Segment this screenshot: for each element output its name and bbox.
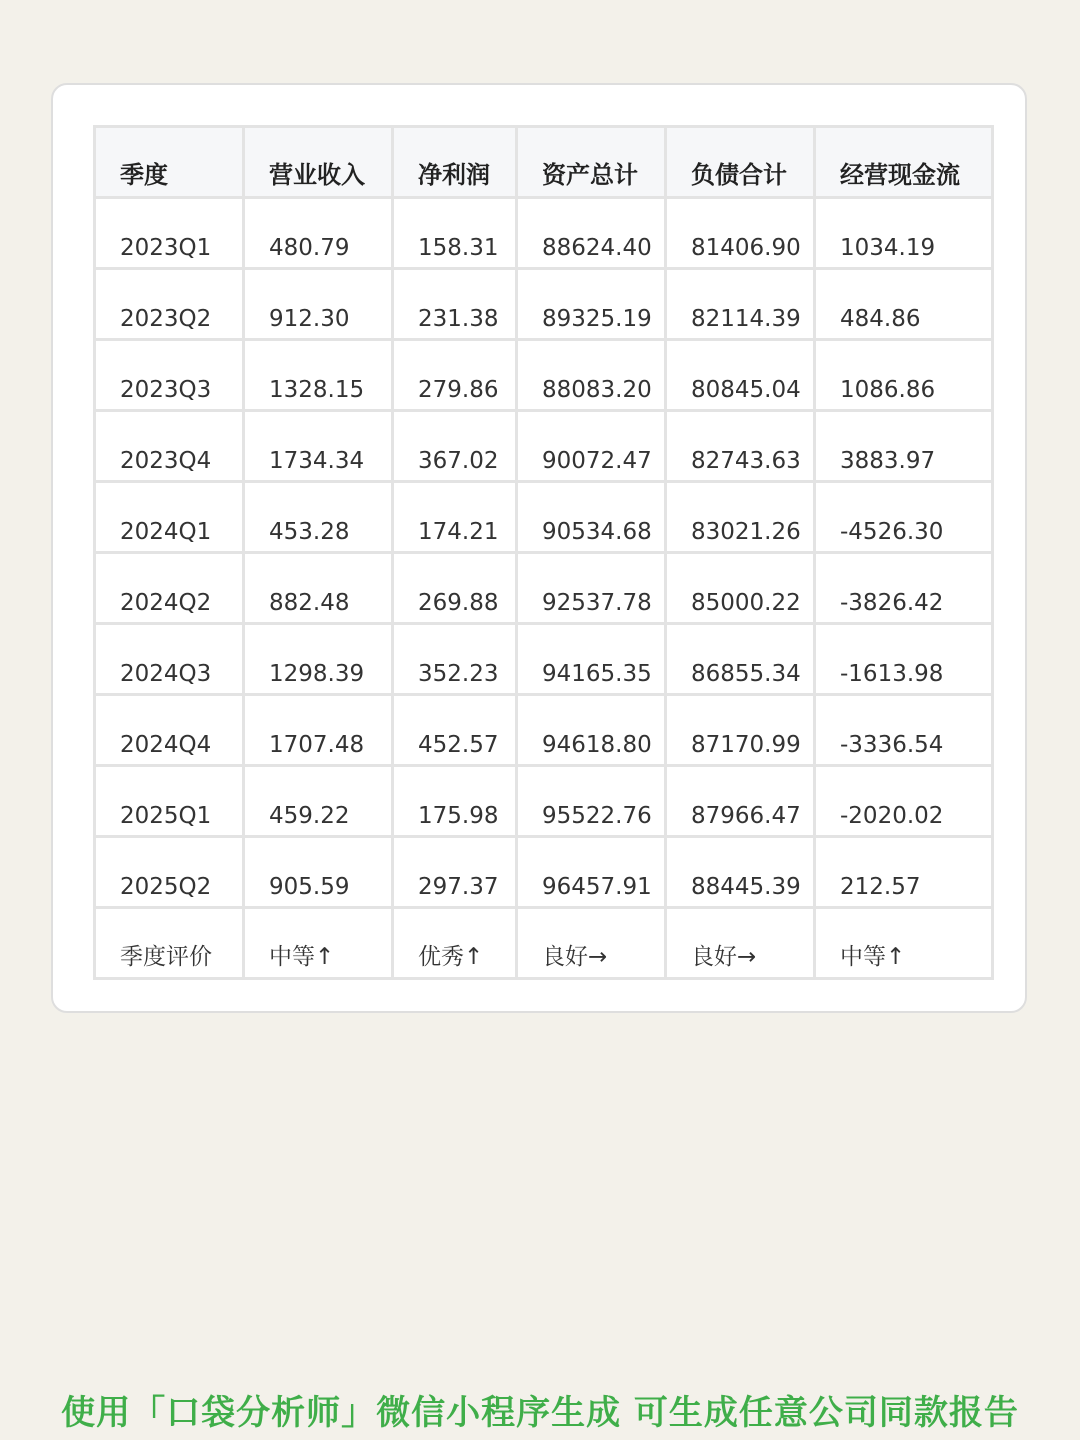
cell-net-profit: 279.86 <box>393 340 517 411</box>
cell-total-liabilities: 良好→ <box>666 908 815 979</box>
cell-revenue: 中等↑ <box>244 908 393 979</box>
cell-quarter: 2023Q3 <box>95 340 244 411</box>
cell-net-profit: 175.98 <box>393 766 517 837</box>
cell-operating-cashflow: -4526.30 <box>815 482 993 553</box>
header-operating-cashflow: 经营现金流 <box>815 127 993 198</box>
cell-quarter: 2025Q1 <box>95 766 244 837</box>
table-row <box>95 340 993 411</box>
cell-total-liabilities: 81406.90 <box>666 198 815 269</box>
cell-operating-cashflow: 212.57 <box>815 837 993 908</box>
header-total-liabilities: 负债合计 <box>666 127 815 198</box>
header-revenue: 营业收入 <box>244 127 393 198</box>
cell-total-liabilities: 85000.22 <box>666 553 815 624</box>
table-row <box>95 198 993 269</box>
cell-quarter: 2024Q2 <box>95 553 244 624</box>
table-body <box>95 198 993 979</box>
cell-revenue: 459.22 <box>244 766 393 837</box>
cell-total-liabilities: 88445.39 <box>666 837 815 908</box>
cell-net-profit: 352.23 <box>393 624 517 695</box>
header-quarter: 季度 <box>95 127 244 198</box>
cell-quarter: 2024Q3 <box>95 624 244 695</box>
cell-total-assets: 94165.35 <box>517 624 666 695</box>
cell-total-assets: 89325.19 <box>517 269 666 340</box>
report-card <box>51 83 1027 1013</box>
cell-operating-cashflow: -3826.42 <box>815 553 993 624</box>
cell-total-liabilities: 87170.99 <box>666 695 815 766</box>
cell-total-assets: 96457.91 <box>517 837 666 908</box>
cell-total-liabilities: 83021.26 <box>666 482 815 553</box>
cell-net-profit: 231.38 <box>393 269 517 340</box>
financial-table <box>93 125 994 980</box>
cell-revenue: 1298.39 <box>244 624 393 695</box>
cell-total-liabilities: 82114.39 <box>666 269 815 340</box>
cell-total-assets: 88624.40 <box>517 198 666 269</box>
cell-operating-cashflow: -3336.54 <box>815 695 993 766</box>
header-total-assets: 资产总计 <box>517 127 666 198</box>
table-row <box>95 766 993 837</box>
cell-total-assets: 90534.68 <box>517 482 666 553</box>
cell-quarter: 2023Q4 <box>95 411 244 482</box>
table-row <box>95 482 993 553</box>
cell-net-profit: 158.31 <box>393 198 517 269</box>
cell-total-liabilities: 87966.47 <box>666 766 815 837</box>
header-net-profit: 净利润 <box>393 127 517 198</box>
cell-total-liabilities: 80845.04 <box>666 340 815 411</box>
table-row-rating <box>95 908 993 979</box>
cell-operating-cashflow: 1034.19 <box>815 198 993 269</box>
cell-quarter: 季度评价 <box>95 908 244 979</box>
table-row <box>95 411 993 482</box>
cell-operating-cashflow: 中等↑ <box>815 908 993 979</box>
cell-total-assets: 90072.47 <box>517 411 666 482</box>
cell-operating-cashflow: 3883.97 <box>815 411 993 482</box>
cell-net-profit: 367.02 <box>393 411 517 482</box>
cell-total-assets: 92537.78 <box>517 553 666 624</box>
cell-quarter: 2023Q2 <box>95 269 244 340</box>
table-header-row <box>95 127 993 198</box>
table-row <box>95 695 993 766</box>
cell-total-liabilities: 82743.63 <box>666 411 815 482</box>
cell-operating-cashflow: 484.86 <box>815 269 993 340</box>
table-row <box>95 553 993 624</box>
cell-operating-cashflow: 1086.86 <box>815 340 993 411</box>
cell-net-profit: 452.57 <box>393 695 517 766</box>
cell-net-profit: 269.88 <box>393 553 517 624</box>
cell-total-assets: 95522.76 <box>517 766 666 837</box>
cell-net-profit: 174.21 <box>393 482 517 553</box>
table-row <box>95 269 993 340</box>
cell-revenue: 1328.15 <box>244 340 393 411</box>
cell-operating-cashflow: -2020.02 <box>815 766 993 837</box>
cell-revenue: 1707.48 <box>244 695 393 766</box>
cell-revenue: 882.48 <box>244 553 393 624</box>
cell-revenue: 453.28 <box>244 482 393 553</box>
footer-promo-text: 使用「口袋分析师」微信小程序生成 可生成任意公司同款报告 <box>61 1393 1019 1433</box>
cell-operating-cashflow: -1613.98 <box>815 624 993 695</box>
cell-net-profit: 优秀↑ <box>393 908 517 979</box>
cell-revenue: 905.59 <box>244 837 393 908</box>
cell-revenue: 480.79 <box>244 198 393 269</box>
cell-total-assets: 94618.80 <box>517 695 666 766</box>
cell-quarter: 2024Q1 <box>95 482 244 553</box>
cell-quarter: 2025Q2 <box>95 837 244 908</box>
cell-quarter: 2023Q1 <box>95 198 244 269</box>
cell-total-assets: 88083.20 <box>517 340 666 411</box>
cell-total-assets: 良好→ <box>517 908 666 979</box>
cell-revenue: 1734.34 <box>244 411 393 482</box>
table-row <box>95 624 993 695</box>
cell-total-liabilities: 86855.34 <box>666 624 815 695</box>
cell-net-profit: 297.37 <box>393 837 517 908</box>
cell-quarter: 2024Q4 <box>95 695 244 766</box>
cell-revenue: 912.30 <box>244 269 393 340</box>
table-row <box>95 837 993 908</box>
